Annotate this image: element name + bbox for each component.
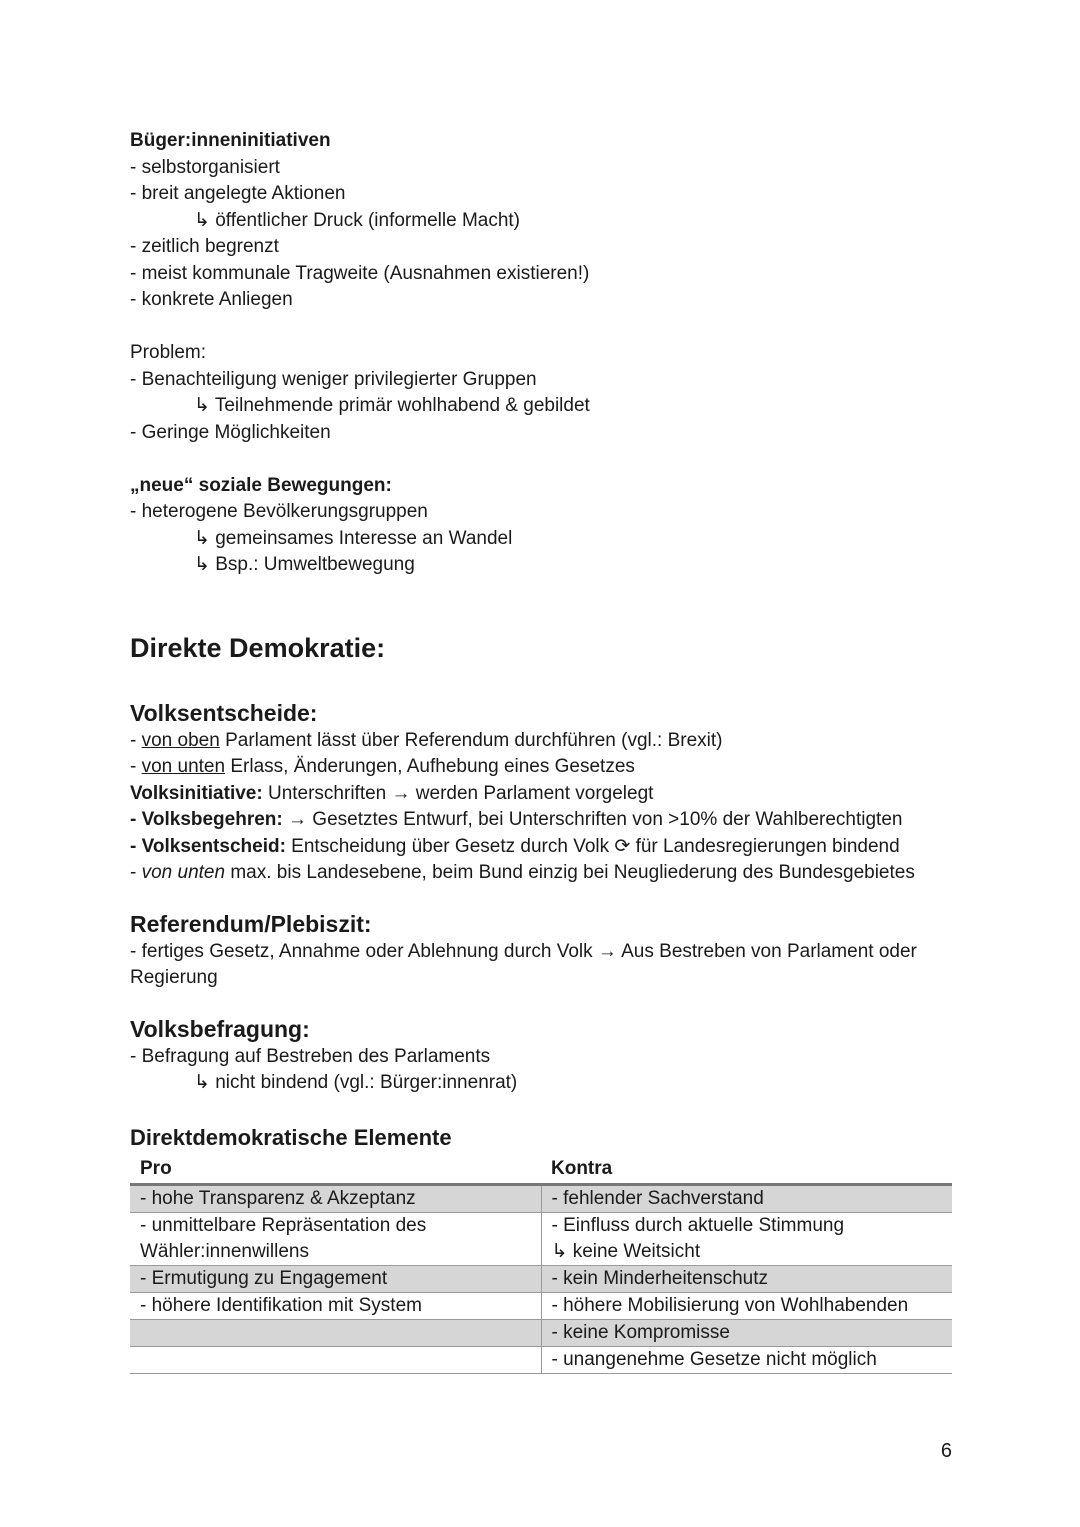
referendum-text: - fertiges Gesetz, Annahme oder Ablehnung durch Volk → Aus Bestreben von Parlament oder Regierung	[130, 940, 917, 988]
list-subitem: ↳ Teilnehmende primär wohlhabend & gebildet	[194, 395, 590, 416]
list-item: - meist kommunale Tragweite (Ausnahmen existieren!)	[130, 262, 590, 284]
line-text: → Gesetztes Entwurf, bei Unterschriften von >10% der Wahlberechtigten	[282, 809, 903, 830]
line-text: max. bis Landesebene, beim Bund einzig bei Neugliederung des Bundesgebietes	[225, 862, 915, 883]
term-von-unten-italic: von unten	[141, 862, 226, 883]
volksentscheide-line-4	[130, 807, 952, 834]
dash: -	[130, 756, 142, 777]
section-title-soziale-bewegungen: „neue“ soziale Bewegungen:	[130, 474, 392, 496]
list-subitem: ↳ gemeinsames Interesse an Wandel	[194, 527, 513, 549]
kontra-text: - Einfluss durch aktuelle Stimmung	[551, 1214, 845, 1236]
list-subitem: ↳ nicht bindend (vgl.: Bürger:innenrat)	[194, 1072, 518, 1093]
heading-referendum: Referendum/Plebiszit:	[130, 910, 372, 937]
heading-volksbefragung: Volksbefragung:	[130, 1015, 310, 1042]
table-row	[130, 1319, 952, 1346]
list-item: - selbstorganisiert	[130, 156, 280, 178]
table-cell-kontra	[541, 1212, 952, 1265]
line-text: Erlass, Änderungen, Aufhebung eines Gesetzes	[225, 756, 635, 777]
list-item: - Benachteiligung weniger privilegierter Gruppen	[130, 368, 537, 390]
heading-volksentscheide: Volksentscheide:	[130, 699, 318, 726]
table-cell-kontra: - fehlender Sachverstand	[541, 1184, 952, 1212]
spacer	[130, 446, 952, 473]
list-item: - konkrete Anliegen	[130, 289, 293, 310]
line-text: Entscheidung über Gesetz durch Volk ⟳ für Landesregierungen bindend	[285, 835, 900, 857]
line-text: Parlament lässt über Referendum durchführen (vgl.: Brexit)	[219, 729, 723, 751]
table-cell-kontra: - kein Minderheitenschutz	[541, 1265, 952, 1292]
table-cell-kontra: - keine Kompromisse	[541, 1319, 952, 1346]
page-number: 6	[940, 1440, 952, 1462]
table-cell-pro	[130, 1319, 541, 1346]
pro-kontra-table	[130, 1155, 952, 1374]
section-title-buergerinitiativen: Büger:inneninitiativen	[130, 130, 331, 151]
table-row	[130, 1346, 952, 1373]
table-row	[130, 1265, 952, 1292]
term-volksbegehren: - Volksbegehren:	[130, 809, 283, 830]
volksentscheide-line-2	[130, 754, 952, 781]
section-title-problem: Problem:	[130, 342, 207, 363]
term-von-unten: von unten	[141, 756, 226, 777]
term-volksinitiative: Volksinitiative:	[130, 782, 263, 804]
dash: -	[130, 729, 142, 751]
table-cell-kontra: - unangenehme Gesetze nicht möglich	[541, 1346, 952, 1373]
list-item: - Befragung auf Bestreben des Parlaments	[130, 1045, 491, 1067]
table-cell-pro: - höhere Identifikation mit System	[130, 1292, 541, 1319]
volksentscheide-line-6	[130, 860, 952, 887]
heading-direkte-demokratie: Direkte Demokratie:	[130, 632, 386, 663]
table-cell-pro: - hohe Transparenz & Akzeptanz	[130, 1184, 541, 1212]
list-item: - breit angelegte Aktionen	[130, 183, 346, 204]
table-header-pro: Pro	[130, 1155, 541, 1185]
heading-direktdemokratische-elemente: Direktdemokratische Elemente	[130, 1124, 452, 1150]
table-cell-pro: - Ermutigung zu Engagement	[130, 1265, 541, 1292]
table-cell-kontra: - höhere Mobilisierung von Wohlhabenden	[541, 1292, 952, 1319]
list-subitem: ↳ Bsp.: Umweltbewegung	[194, 554, 415, 575]
volksentscheide-line-3	[130, 781, 952, 808]
volksentscheide-line-1	[130, 728, 952, 755]
kontra-subtext: ↳ keine Weitsicht	[551, 1240, 701, 1262]
table-row	[130, 1212, 952, 1265]
list-item: - heterogene Bevölkerungsgruppen	[130, 501, 428, 522]
volksentscheide-line-5	[130, 834, 952, 861]
line-text: Unterschriften → werden Parlament vorgelegt	[262, 782, 654, 804]
list-subitem: ↳ öffentlicher Druck (informelle Macht)	[194, 209, 521, 231]
document-page	[130, 128, 952, 1374]
list-item: - Geringe Möglichkeiten	[130, 421, 331, 443]
spacer	[130, 314, 952, 341]
list-item: - zeitlich begrenzt	[130, 236, 279, 257]
term-von-oben: von oben	[141, 729, 220, 751]
table-row	[130, 1292, 952, 1319]
table-cell-pro	[130, 1346, 541, 1373]
table-row	[130, 1184, 952, 1212]
dash: -	[130, 862, 142, 883]
table-header-kontra: Kontra	[541, 1155, 952, 1185]
table-cell-pro: - unmittelbare Repräsentation des Wähler:innenwillens	[130, 1212, 541, 1265]
term-volksentscheid: - Volksentscheid:	[130, 835, 286, 857]
